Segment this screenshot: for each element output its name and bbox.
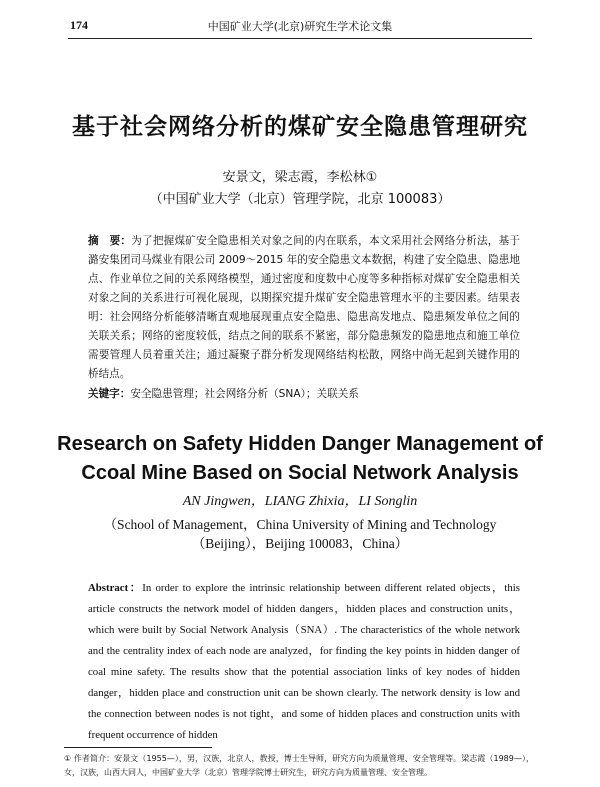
chinese-keywords-text: 安全隐患管理；社会网络分析（SNA）；关联关系 — [130, 388, 359, 400]
author-footnote: ① 作者简介：安景文（1955—），男，汉族，北京人，教授，博士生导师，研究方向为质量管理、安全管理等。梁志霞（1989—），女，汉族，山西大同人，中国矿业大学（北京）管理学院博士研究生，研究方向为质量管理、安全管理。 — [64, 754, 534, 777]
english-abstract-text: In order to explore the intrinsic relationship between different related objects，this article constructs the network model of hidden dangers，hidden places and construction units，which were built by Social Network Analysis（SNA）. The characteristics of the whole network and the centrality index of each node are analyzed，for finding the key points in hidden danger of coal mine safety. The results show that the potential association links of key nodes of hidden danger，hidden place and construction unit can be shown clearly. The network density is low and the connection between nodes is not tight，and some of hidden places and construction units with frequent occurrence of hidden — [88, 582, 520, 741]
english-abstract-label: Abstract： — [88, 582, 143, 594]
chinese-abstract — [88, 232, 520, 404]
running-header — [70, 16, 530, 34]
english-authors: AN Jingwen，LIANG Zhixia，LI Songlin — [182, 494, 418, 509]
page-number: 174 — [70, 18, 88, 32]
english-title: Research on Safety Hidden Danger Management of Ccoal Mine Based on Social Network Analysis — [57, 433, 543, 484]
footnote-rule — [64, 747, 212, 748]
chinese-affiliation: （中国矿业大学（北京）管理学院，北京 100083） — [149, 192, 451, 207]
chinese-abstract-body — [88, 232, 520, 384]
chinese-keywords-label: 关键字： — [88, 388, 131, 400]
journal-name: 中国矿业大学(北京)研究生学术论文集 — [207, 20, 393, 33]
english-abstract — [88, 578, 520, 746]
header-rule — [68, 38, 532, 39]
chinese-authors: 安景文，梁志霞，李松林① — [222, 170, 378, 185]
english-affiliation: （School of Management，China University of Mining and Technology（Beijing），Beijing 100083，China） — [103, 517, 497, 551]
chinese-abstract-text: 为了把握煤矿安全隐患相关对象之间的内在联系，本文采用社会网络分析法，基于潞安集团司马煤业有限公司 2009～2015 年的安全隐患文本数据，构建了安全隐患、隐患地点、作业单位之间的关系网络模型，通过密度和度数中心度等多种指标对煤矿安全隐患相关对象之间的关系进行可视化展现，以期探究提升煤矿安全隐患管理水平的主要因素。结果表明：社会网络分析能够清晰直观地展现重点安全隐患、隐患高发地点、隐患频发单位之间的关联关系；网络的密度较低，结点之间的联系不紧密，部分隐患频发的隐患地点和施工单位需要管理人员着重关注；通过凝聚子群分析发现网络结构松散，网络中尚无起到关键作用的桥结点。 — [88, 235, 521, 380]
chinese-abstract-label: 摘 要： — [88, 235, 132, 247]
chinese-title: 基于社会网络分析的煤矿安全隐患管理研究 — [72, 114, 528, 140]
chinese-keywords — [88, 385, 520, 404]
